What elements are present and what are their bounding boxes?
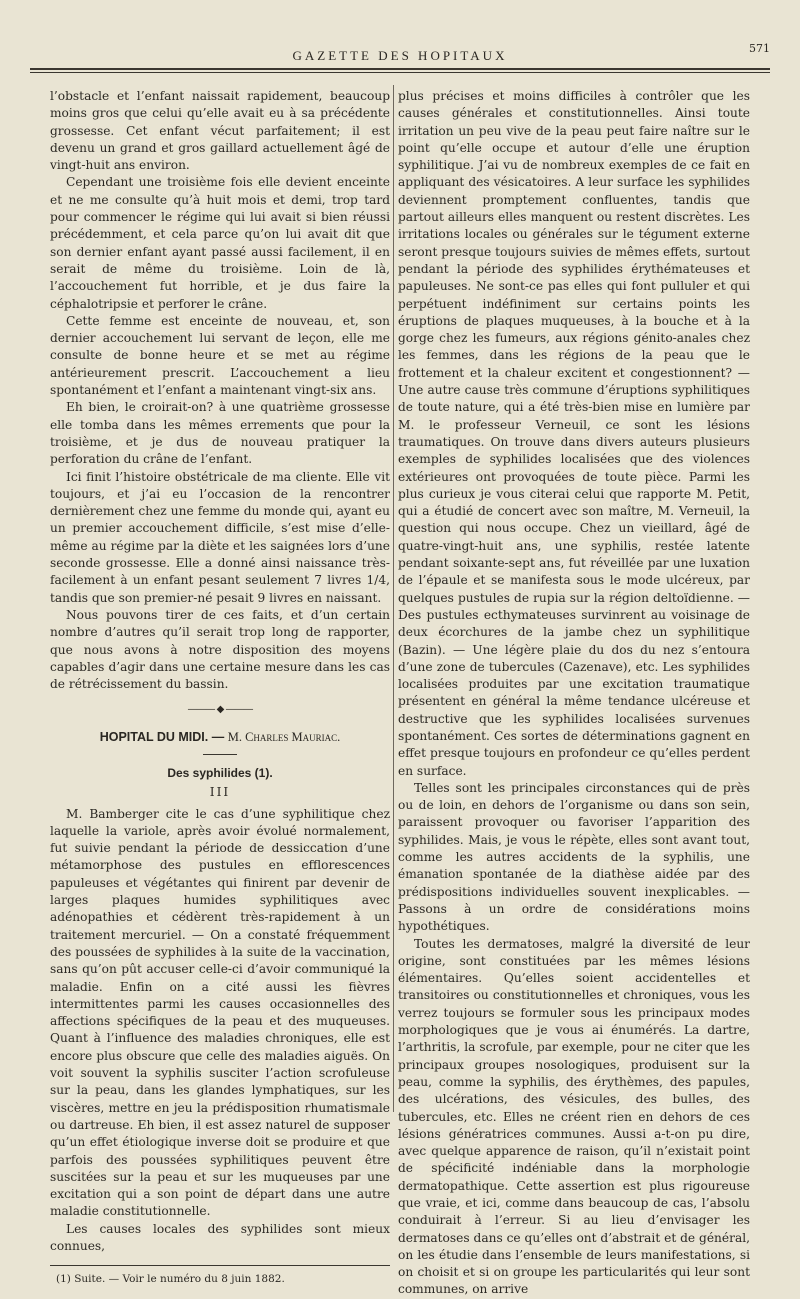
footnote-rule bbox=[50, 1265, 390, 1266]
header-rule bbox=[30, 68, 770, 73]
right-column bbox=[398, 88, 750, 1299]
article-part: III bbox=[209, 785, 231, 800]
section-author: M. Charles Mauriac. bbox=[227, 729, 341, 744]
paragraph: Eh bien, le croirait-on? à une quatrième grossesse elle tomba dans les mêmes errements que pour la troisième, et je dus de nouveau pratiquer la perforation du crâne de l’enfant. bbox=[50, 400, 390, 467]
paragraph: Toutes les dermatoses, malgré la diversité de leur origine, sont constituées par les mêmes lésions élémentaires. Qu’elles soient accidentelles et transitoires ou constitutionnelles et chroniques, vous les verrez toujours se formuler sous les principaux modes morphologiques que je vous ai énumérés. La dartre, l’arthritis, la scrofule, par exemple, pour ne citer que les principaux groupes nosologiques, produisent sur la peau, comme la syphilis, des érythèmes, des papules, des ulcérations, des vésicules, des bulles, des tubercules, etc. Elles ne créent rien en dehors de ces lésions génératrices communes. Aussi a-t-on pu dire, avec quelque apparence de raison, qu’il n’existait point de spécificité indéniable dans la morphologie dermatopathique. Cette assertion est plus rigoureuse que vraie, et ici, comme dans beaucoup de cas, l’absolu conduirait à l’erreur. Si au lieu d’envisager les dermatoses dans ce qu’elles ont d’abstrait et de général, on les étudie dans l’ensemble de leurs manifestations, si on choisit et si on groupe les particularités qui leur sont communes, on arrive bbox=[398, 936, 750, 1297]
paragraph: plus précises et moins difficiles à contrôler que les causes générales et constitutionnelles. Ainsi toute irritation un peu vive de la peau peut faire naître sur le point qu’elle occupe et autour d’elle une éruption syphilitique. J’ai vu de nombreux exemples de ce fait en appliquant des vésicatoires. A leur surface les syphilides deviennent promptement confluentes, tandis que partout ailleurs elles manquent ou restent discrètes. Les irritations locales ou générales sur le tégument externe seront presque toujours suivies de mêmes effets, surtout pendant la période des syphilides érythémateuses et papuleuses. Ne sont-ce pas elles qui font pulluler et qui perpétuent indéfiniment sur certains points les éruptions de plaques muqueuses, à la bouche et à la gorge chez les fumeurs, aux régions génito-anales chez les femmes, dans les régions de la peau que le frottement et la chaleur excitent et congestionnent? — Une autre cause très commune d’éruptions syphilitiques de toute nature, qui a été très-bien mise en lumière par M. le professeur Verneuil, ce sont les lésions traumatiques. On trouve dans divers auteurs plusieurs exemples de syphilides localisées que des violences extérieures ont provoquées de toute pièce. Parmi les plus curieux je vous citerai celui que rapporte M. Petit, qui a étudié de concert avec son maître, M. Verneuil, la question qui nous occupe. Chez un vieillard, âgé de quatre-vingt-huit ans, une syphilis, restée latente pendant soixante-sept ans, fut réveillée par une luxation de l’épaule et se manifesta sous le mode ulcéreux, par quelques pustules de rupia sur la région deltoïdienne. — Des pustules ecthymateuses survinrent au voisinage de deux écorchures de la jambe chez un syphilitique (Bazin). — Une légère plaie du dos du nez s’entoura d’une zone de tubercules (Cazenave), etc. Les syphilides localisées produites par une excitation traumatique présentent en général la même tendance ulcéreuse et destructive que les syphilides localisées survenues spontanément. Ces sortes de déterminations gagnent en effet presque toujours en profondeur ce qu’elles perdent en surface. bbox=[398, 89, 750, 778]
paragraph: l’obstacle et l’enfant naissait rapidement, beaucoup moins gros que celui qu’elle avait eu à sa précédente grossesse. Cet enfant vécut parfaitement; il est devenu un grand et gros gaillard actuellement âgé de vingt-huit ans environ. bbox=[50, 89, 390, 173]
page-header bbox=[30, 38, 770, 74]
separator-ornament: ——— ◆ ——— bbox=[187, 704, 253, 716]
left-column bbox=[50, 88, 390, 1286]
short-rule bbox=[203, 754, 237, 755]
section-hospital: HOPITAL DU MIDI. — bbox=[99, 729, 225, 744]
paragraph: Ici finit l’histoire obstétricale de ma cliente. Elle vit toujours, et j’ai eu l’occasion de la rencontrer dernièrement chez une femme du monde qui, ayant eu un premier accouchement difficile, s’est mise d’elle-même au régime par la diète et les saignées lors d’une seconde grossesse. Elle a donné ainsi naissance très-facilement à un enfant pesant seulement 7 livres 1/4, tandis que son premier-né pesait 9 livres en naissant. bbox=[50, 469, 390, 605]
journal-title: GAZETTE DES HOPITAUX bbox=[292, 48, 508, 63]
paragraph: M. Bamberger cite le cas d’une syphilitique chez laquelle la variole, après avoir évolué normalement, fut suivie pendant la période de dessiccation d’une métamorphose des pustules en efflorescences papuleuses et végétantes qui finirent par devenir de larges plaques humides syphilitiques avec adénopathies et cédèrent très-rapidement à un traitement mercuriel. — On a constaté fréquemment des poussées de syphilides à la suite de la vaccination, sans qu’on pût accuser celle-ci d’avoir communiqué la maladie. Enfin on a cité aussi les fièvres intermittentes parmi les causes occasionnelles des affections spécifiques de la peau et des muqueuses. Quant à l’influence des maladies chroniques, elle est encore plus obscure que celle des maladies aiguës. On voit souvent la syphilis susciter l’action scrofuleuse sur la peau, dans les glandes lymphatiques, sur les viscères, mettre en jeu la prédisposition rhumatismale ou dartreuse. Eh bien, il est assez naturel de supposer qu’un effet étiologique inverse doit se produire et que parfois des poussées syphilitiques peuvent être suscitées sur la peau et sur les muqueuses par une excitation qui a son point de départ dans une autre maladie constitutionnelle. bbox=[50, 806, 390, 1219]
article-title: Des syphilides (1). bbox=[167, 765, 273, 780]
paragraph: Les causes locales des syphilides sont mieux connues, bbox=[50, 1221, 390, 1253]
paragraph: Cette femme est enceinte de nouveau, et, son dernier accouchement lui servant de leçon, elle me consulte de bonne heure et se met au régime antérieurement prescrit. L’accouchement a lieu spontanément et l’enfant a maintenant vingt-six ans. bbox=[50, 313, 390, 398]
paragraph: Telles sont les principales circonstances qui de près ou de loin, en dehors de l’organisme ou dans son sein, paraissent provoquer ou favoriser l’apparition des syphilides. Mais, je vous le répète, elles sont avant tout, comme les autres accidents de la syphilis, une émanation spontanée de la diathèse aidée par des prédispositions individuelles souvent inexplicables. — Passons à un ordre de considérations moins hypothétiques. bbox=[398, 780, 750, 934]
column-divider bbox=[393, 85, 394, 1112]
paragraph: Cependant une troisième fois elle devient enceinte et ne me consulte qu’à huit mois et demi, trop tard pour commencer le régime qui lui avait si bien réussi précédemment, et cela parce qu’on lui avait dit que son dernier enfant ayant passé aussi facilement, il en serait de même du troisième. Loin de là, l’accouchement fut horrible, et je dus faire la céphalotripsie et perforer le crâne. bbox=[50, 175, 390, 311]
section-title bbox=[50, 729, 390, 746]
page-number: 571 bbox=[749, 42, 770, 55]
paragraph: Nous pouvons tirer de ces faits, et d’un certain nombre d’autres qu’il serait trop long de rapporter, que nous avons à notre disposition des moyens capables d’agir dans une certaine mesure dans les cas de rétrécissement du bassin. bbox=[50, 607, 390, 692]
footnote: (1) Suite. — Voir le numéro du 8 juin 1882. bbox=[56, 1273, 285, 1286]
